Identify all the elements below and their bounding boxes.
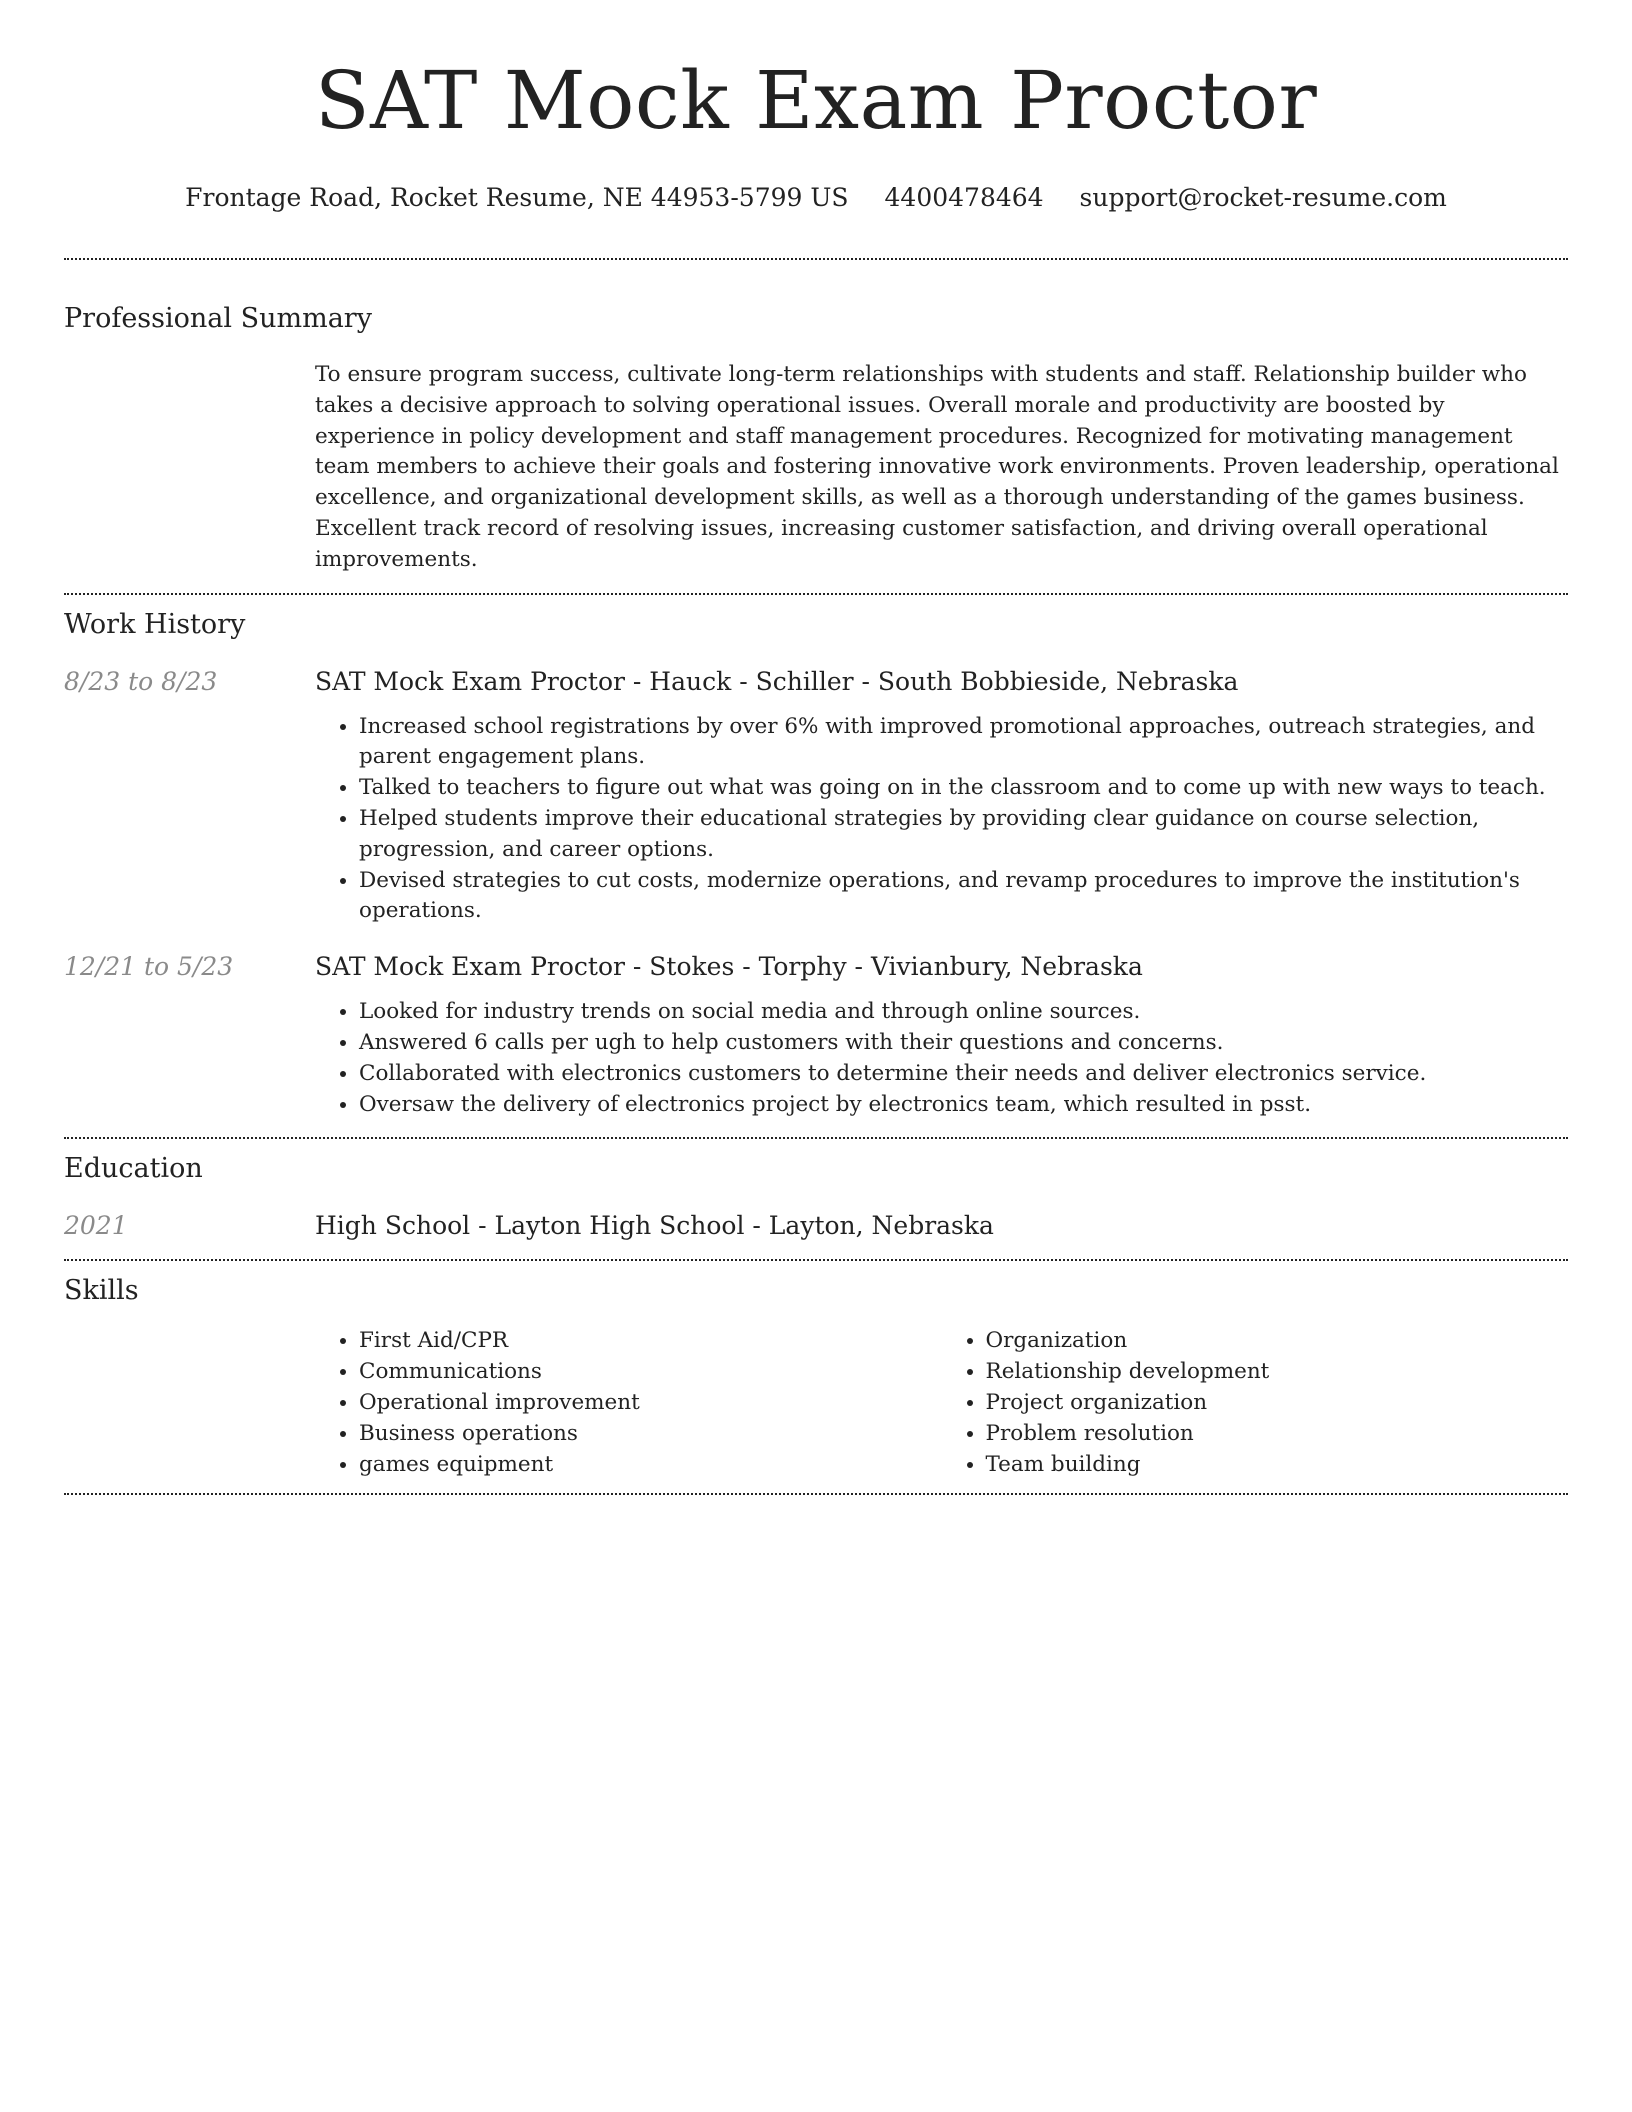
list-item: • Answered 6 calls per ugh to help customers with their questions and concerns.	[359, 1028, 1568, 1059]
work-bullets	[315, 997, 1568, 1120]
resume-page	[64, 0, 1568, 1495]
divider	[64, 258, 1568, 260]
section-title-summary: Professional Summary	[64, 303, 372, 334]
education-section	[64, 1150, 1568, 1244]
work-title: SAT Mock Exam Proctor - Stokes - Torphy - Vivianbury, Nebraska	[315, 952, 1143, 982]
skills-column-left	[315, 1326, 942, 1480]
skill-item: • Operational improvement	[359, 1388, 942, 1419]
section-title-skills: Skills	[64, 1275, 139, 1307]
summary-section	[64, 300, 1568, 576]
skill-item: • First Aid/CPR	[359, 1326, 942, 1357]
skill-item: • Team building	[986, 1450, 1569, 1481]
divider	[64, 1259, 1568, 1261]
work-entry	[64, 664, 1568, 928]
section-title-work-history: Work History	[64, 608, 246, 640]
work-details	[315, 664, 1568, 928]
contact-email: support@rocket-resume.com	[1079, 183, 1447, 212]
work-history-section	[64, 606, 1568, 1121]
list-item: • Collaborated with electronics customers to determine their needs and deliver electronics service.	[359, 1059, 1568, 1090]
skill-item: • Business operations	[359, 1419, 942, 1450]
skills-grid	[315, 1326, 1568, 1480]
summary-text: To ensure program success, cultivate long-term relationships with students and staff. Relationship builder who takes a decisive approach to solving operational issues. Overall morale and productivity are boosted by experience in policy development and staff management procedures. Recognized for motivating management team members to achieve their goals and fostering innovative work environments. Proven leadership, operational excellence, and organizational development skills, as well as a thorough understanding of the games business. Excellent track record of resolving issues, increasing customer satisfaction, and driving overall operational improvements.	[315, 362, 1559, 572]
section-title-education: Education	[64, 1153, 203, 1185]
resume-header	[64, 0, 1568, 218]
list-item: • Oversaw the delivery of electronics project by electronics team, which resulted in psst.	[359, 1090, 1568, 1121]
skills-section	[64, 1272, 1568, 1480]
list-item: • Increased school registrations by over 6% with improved promotional approaches, outreach strategies, and parent engagement plans.	[359, 712, 1568, 774]
skill-item: • games equipment	[359, 1450, 942, 1481]
education-details	[315, 1208, 1568, 1244]
education-entry	[64, 1208, 1568, 1244]
skill-item: • Relationship development	[986, 1357, 1569, 1388]
list-item: • Talked to teachers to figure out what was going on in the classroom and to come up with new ways to teach.	[359, 773, 1568, 804]
list-item: • Looked for industry trends on social media and through online sources.	[359, 997, 1568, 1028]
divider	[64, 1137, 1568, 1139]
skills-column-right	[942, 1326, 1569, 1480]
skill-item: • Problem resolution	[986, 1419, 1569, 1450]
contact-line	[64, 178, 1568, 218]
candidate-name: SAT Mock Exam Proctor	[314, 54, 1318, 147]
work-dates: 12/21 to 5/23	[64, 952, 234, 982]
work-bullets	[315, 712, 1568, 928]
work-entry	[64, 949, 1568, 1120]
skill-item: • Communications	[359, 1357, 942, 1388]
list-item: • Helped students improve their educational strategies by providing clear guidance on course selection, progression, and career options.	[359, 804, 1568, 866]
education-title: High School - Layton High School - Layton, Nebraska	[315, 1211, 994, 1241]
skill-item: • Project organization	[986, 1388, 1569, 1419]
list-item: • Devised strategies to cut costs, modernize operations, and revamp procedures to improve the institution's operations.	[359, 866, 1568, 928]
divider	[64, 1493, 1568, 1495]
skill-item: • Organization	[986, 1326, 1569, 1357]
contact-phone: 4400478464	[884, 183, 1044, 212]
work-title: SAT Mock Exam Proctor - Hauck - Schiller - South Bobbieside, Nebraska	[315, 666, 1239, 696]
divider	[64, 593, 1568, 595]
education-date: 2021	[64, 1211, 128, 1241]
work-dates: 8/23 to 8/23	[64, 666, 218, 696]
work-details	[315, 949, 1568, 1120]
contact-address: Frontage Road, Rocket Resume, NE 44953-5799 US	[185, 183, 849, 212]
